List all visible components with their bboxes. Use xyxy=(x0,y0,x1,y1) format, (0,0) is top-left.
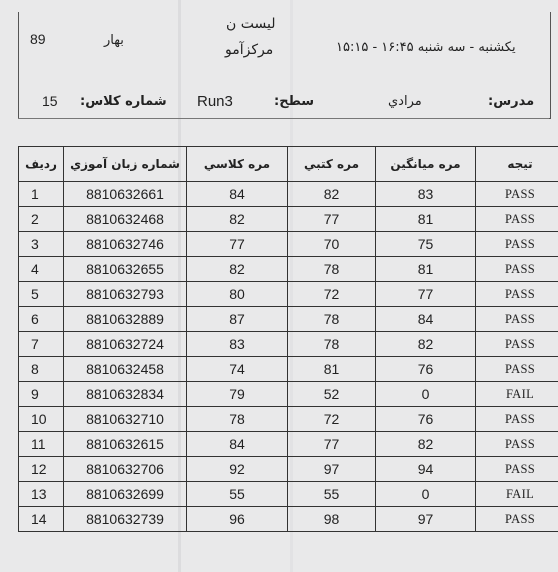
cell-student-id: 8810632889 xyxy=(64,307,187,332)
cell-average-score: 84 xyxy=(376,307,476,332)
cell-student-id: 8810632458 xyxy=(64,357,187,382)
cell-result: PASS xyxy=(476,407,558,432)
cell-row-number: 12 xyxy=(19,457,64,482)
col-header-average-score: مره میانگین xyxy=(376,147,476,182)
cell-result: PASS xyxy=(476,457,558,482)
cell-average-score: 97 xyxy=(376,507,476,532)
teacher-label: مدرس: xyxy=(488,94,535,109)
cell-student-id: 8810632710 xyxy=(64,407,187,432)
cell-result: FAIL xyxy=(476,382,558,407)
center-name: مرکزآمو xyxy=(225,42,274,58)
cell-result: PASS xyxy=(476,282,558,307)
table-row xyxy=(19,482,558,507)
cell-class-score: 87 xyxy=(187,307,288,332)
cell-student-id: 8810632615 xyxy=(64,432,187,457)
table-row xyxy=(19,182,558,207)
cell-average-score: 76 xyxy=(376,357,476,382)
cell-written-score: 98 xyxy=(288,507,376,532)
cell-row-number: 8 xyxy=(19,357,64,382)
cell-row-number: 3 xyxy=(19,232,64,257)
col-header-written-score: مره کتبي xyxy=(288,147,376,182)
cell-class-score: 80 xyxy=(187,282,288,307)
cell-student-id: 8810632739 xyxy=(64,507,187,532)
cell-class-score: 92 xyxy=(187,457,288,482)
cell-written-score: 82 xyxy=(288,182,376,207)
table-row xyxy=(19,307,558,332)
table-row xyxy=(19,357,558,382)
year-value: 89 xyxy=(30,31,46,47)
class-schedule: یکشنبه - سه شنبه ۱۶:۴۵ - ۱۵:۱۵ xyxy=(336,40,516,55)
cell-written-score: 77 xyxy=(288,207,376,232)
table-row xyxy=(19,232,558,257)
cell-written-score: 97 xyxy=(288,457,376,482)
cell-average-score: 82 xyxy=(376,432,476,457)
cell-class-score: 82 xyxy=(187,207,288,232)
term-value: بهار xyxy=(104,33,124,48)
cell-written-score: 78 xyxy=(288,307,376,332)
cell-row-number: 13 xyxy=(19,482,64,507)
cell-student-id: 8810632724 xyxy=(64,332,187,357)
cell-student-id: 8810632699 xyxy=(64,482,187,507)
cell-student-id: 8810632661 xyxy=(64,182,187,207)
cell-written-score: 72 xyxy=(288,282,376,307)
cell-average-score: 76 xyxy=(376,407,476,432)
cell-result: FAIL xyxy=(476,482,558,507)
list-title: لیست ن xyxy=(226,16,276,32)
level-value: Run3 xyxy=(197,93,233,110)
cell-result: PASS xyxy=(476,507,558,532)
cell-written-score: 70 xyxy=(288,232,376,257)
cell-class-score: 74 xyxy=(187,357,288,382)
cell-student-id: 8810632468 xyxy=(64,207,187,232)
class-number-label: شماره کلاس: xyxy=(80,94,167,109)
table-header-row xyxy=(19,147,558,182)
cell-row-number: 10 xyxy=(19,407,64,432)
cell-result: PASS xyxy=(476,207,558,232)
cell-student-id: 8810632746 xyxy=(64,232,187,257)
cell-average-score: 75 xyxy=(376,232,476,257)
cell-result: PASS xyxy=(476,182,558,207)
col-header-student-id: شماره زبان آموزي xyxy=(64,147,187,182)
cell-result: PASS xyxy=(476,307,558,332)
cell-class-score: 83 xyxy=(187,332,288,357)
cell-class-score: 84 xyxy=(187,182,288,207)
cell-row-number: 1 xyxy=(19,182,64,207)
cell-result: PASS xyxy=(476,257,558,282)
cell-result: PASS xyxy=(476,332,558,357)
cell-class-score: 84 xyxy=(187,432,288,457)
cell-row-number: 11 xyxy=(19,432,64,457)
cell-class-score: 96 xyxy=(187,507,288,532)
class-number-value: 15 xyxy=(42,93,58,109)
cell-average-score: 83 xyxy=(376,182,476,207)
cell-result: PASS xyxy=(476,232,558,257)
header-divider xyxy=(18,118,549,119)
cell-written-score: 55 xyxy=(288,482,376,507)
level-label: سطح: xyxy=(274,94,315,109)
table-row xyxy=(19,407,558,432)
cell-row-number: 9 xyxy=(19,382,64,407)
cell-written-score: 72 xyxy=(288,407,376,432)
cell-row-number: 2 xyxy=(19,207,64,232)
cell-row-number: 4 xyxy=(19,257,64,282)
cell-class-score: 55 xyxy=(187,482,288,507)
cell-class-score: 82 xyxy=(187,257,288,282)
cell-class-score: 77 xyxy=(187,232,288,257)
cell-written-score: 78 xyxy=(288,332,376,357)
cell-average-score: 81 xyxy=(376,207,476,232)
cell-class-score: 79 xyxy=(187,382,288,407)
cell-average-score: 81 xyxy=(376,257,476,282)
teacher-name: مرادي xyxy=(388,94,422,109)
cell-written-score: 77 xyxy=(288,432,376,457)
table-row xyxy=(19,382,558,407)
cell-student-id: 8810632706 xyxy=(64,457,187,482)
table-row xyxy=(19,207,558,232)
cell-written-score: 52 xyxy=(288,382,376,407)
cell-average-score: 77 xyxy=(376,282,476,307)
cell-row-number: 5 xyxy=(19,282,64,307)
grades-table xyxy=(18,146,558,532)
cell-student-id: 8810632834 xyxy=(64,382,187,407)
col-header-row-number: رديف xyxy=(19,147,64,182)
table-row xyxy=(19,282,558,307)
cell-student-id: 8810632793 xyxy=(64,282,187,307)
table-row xyxy=(19,507,558,532)
cell-average-score: 0 xyxy=(376,382,476,407)
cell-written-score: 78 xyxy=(288,257,376,282)
cell-result: PASS xyxy=(476,357,558,382)
cell-class-score: 78 xyxy=(187,407,288,432)
cell-average-score: 82 xyxy=(376,332,476,357)
table-row xyxy=(19,332,558,357)
cell-row-number: 6 xyxy=(19,307,64,332)
table-row xyxy=(19,257,558,282)
cell-average-score: 0 xyxy=(376,482,476,507)
col-header-result: تیجه xyxy=(476,147,558,182)
cell-row-number: 7 xyxy=(19,332,64,357)
table-row xyxy=(19,457,558,482)
cell-student-id: 8810632655 xyxy=(64,257,187,282)
table-row xyxy=(19,432,558,457)
cell-written-score: 81 xyxy=(288,357,376,382)
cell-average-score: 94 xyxy=(376,457,476,482)
cell-row-number: 14 xyxy=(19,507,64,532)
col-header-class-score: مره کلاسي xyxy=(187,147,288,182)
cell-result: PASS xyxy=(476,432,558,457)
